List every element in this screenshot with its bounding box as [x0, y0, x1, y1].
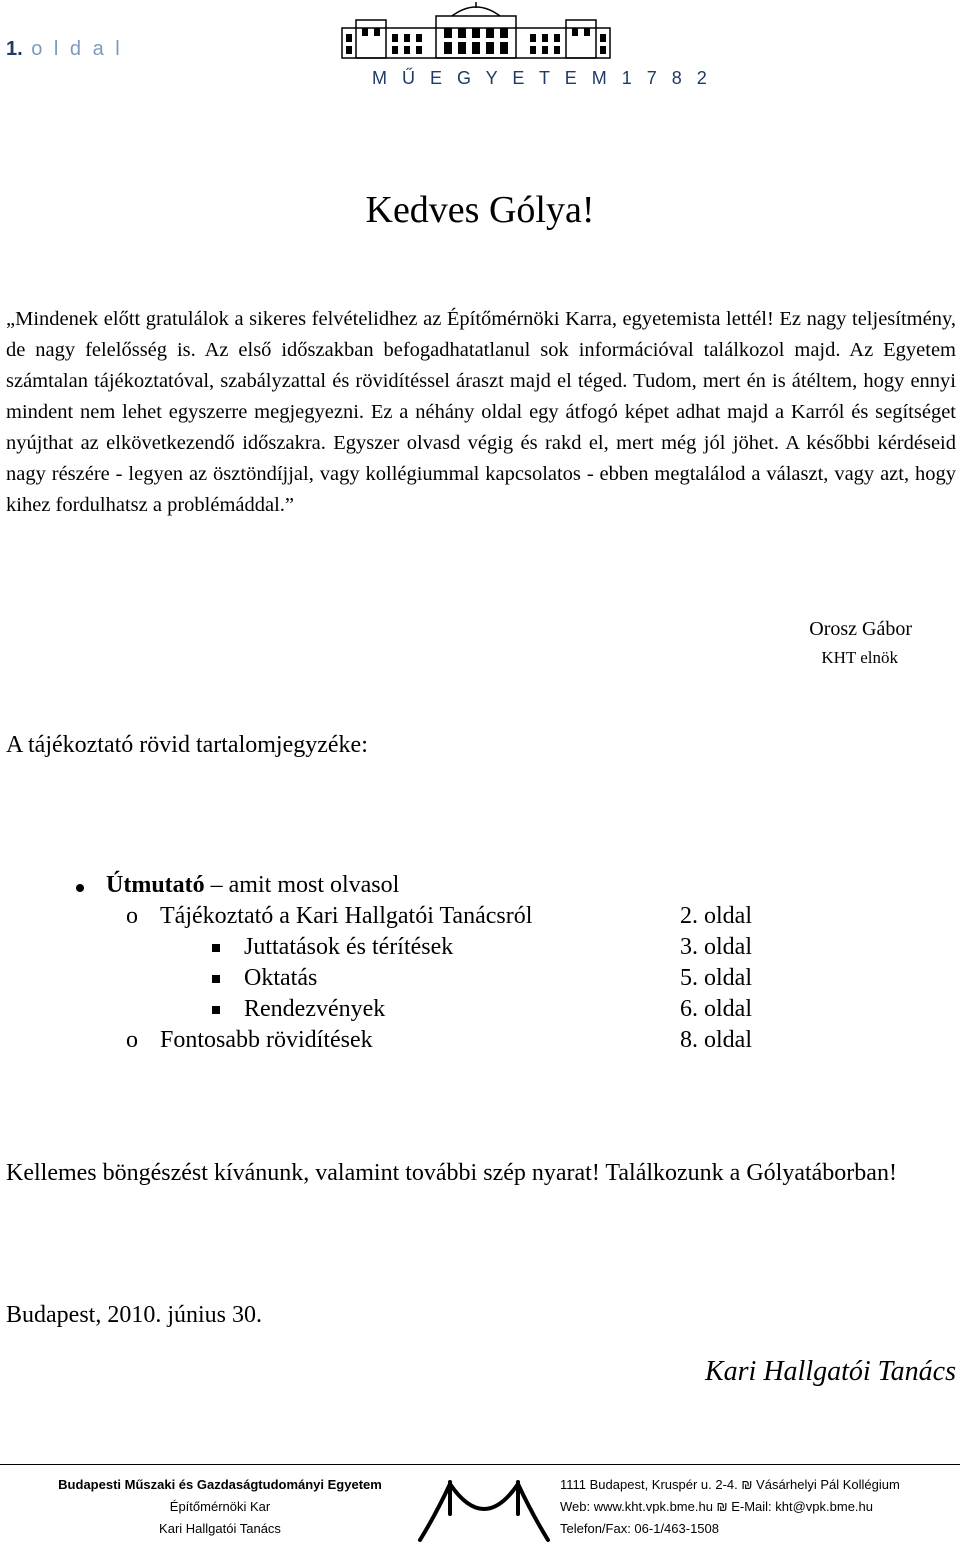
university-building-logo	[336, 0, 616, 62]
date-line: Budapest, 2010. június 30.	[6, 1302, 262, 1328]
signature-role: KHT elnök	[821, 648, 898, 667]
footer-divider	[0, 1464, 960, 1465]
square-bullet-icon	[212, 975, 220, 983]
toc-item-label: Tájékoztató a Kari Hallgatói Tanácsról	[160, 903, 533, 929]
footer-university: Budapesti Műszaki és Gazdaságtudományi Egyetem	[58, 1477, 382, 1492]
footer-faculty: Építőmérnöki Kar	[169, 1499, 271, 1514]
toc-marker-o: o	[126, 1027, 138, 1053]
toc-item-page: 5. oldal	[680, 965, 752, 991]
footer-web-email: Web: www.kht.vpk.bme.hu ₪ E-Mail: kht@vpk.bme.hu	[560, 1499, 873, 1514]
welcome-letter-body: „Mindenek előtt gratulálok a sikeres felvételidhez az Építőmérnöki Karra, egyetemista lettél! Ez nagy teljesítmény, de nagy felelősség is. Az első időszakban befogadhatatlanul sok információval találkozol majd. Az Egyetem számtalan tájékoztatóval, szabályzattal és rövidítéssel áraszt majd el téged. Tudom, mert én is átéltem, hogy ennyi mindent nem lehet egyszerre megjegyezni. Ez a néhány oldal egy átfogó képet adhat majd a Karról és segítséget nyújthat az elkövetkezendő időszakra. Egyszer olvasd végig és rakd el, mert még jól jöhet. A későbbi kérdéseid nagy részére - legyen az ösztöndíjjal, vagy kollégiummal kapcsolatos - ebben megtalálod a választ, vagy azt, hogy kihez fordulhatsz a problémáddal.”	[6, 308, 956, 516]
footer-address: 1111 Budapest, Kruspér u. 2-4. ₪ Vásárhelyi Pál Kollégium	[560, 1477, 900, 1492]
page-number-digit: 1.	[6, 38, 23, 60]
toc-item-label: Oktatás	[244, 965, 318, 991]
signature-name: Orosz Gábor	[809, 618, 912, 640]
toc-item-label: Fontosabb rövidítések	[160, 1027, 373, 1053]
footer-contact	[560, 1474, 900, 1540]
toc-marker-o: o	[126, 903, 138, 929]
toc-heading: A tájékoztató rövid tartalomjegyzéke:	[6, 732, 368, 758]
footer-council: Kari Hallgatói Tanács	[159, 1521, 281, 1536]
toc-main-rest: – amit most olvasol	[204, 872, 400, 898]
toc-item-page: 3. oldal	[680, 934, 752, 960]
toc-item-page: 2. oldal	[680, 903, 752, 929]
footer-institution	[40, 1474, 400, 1540]
page-word: o l d a l	[31, 38, 123, 60]
page-title: Kedves Gólya!	[365, 189, 595, 231]
toc-item-label: Juttatások és térítések	[244, 934, 454, 960]
org-signature: Kari Hallgatói Tanács	[704, 1356, 956, 1387]
bridge-logo	[416, 1474, 552, 1544]
closing-text: Kellemes böngészést kívánunk, valamint további szép nyarat! Találkozunk a Gólyatáborban!	[6, 1160, 897, 1186]
toc-item-label: Rendezvények	[244, 996, 386, 1022]
toc-item-main	[106, 872, 399, 899]
bullet-dot-icon	[76, 884, 84, 892]
square-bullet-icon	[212, 1006, 220, 1014]
university-name: M Ű E G Y E T E M 1 7 8 2	[372, 68, 712, 88]
toc-main-bold: Útmutató	[106, 872, 205, 898]
toc-item-page: 6. oldal	[680, 996, 752, 1022]
footer-phone: Telefon/Fax: 06-1/463-1508	[560, 1521, 719, 1536]
toc-item-page: 8. oldal	[680, 1027, 752, 1053]
page-number	[6, 38, 123, 61]
square-bullet-icon	[212, 944, 220, 952]
